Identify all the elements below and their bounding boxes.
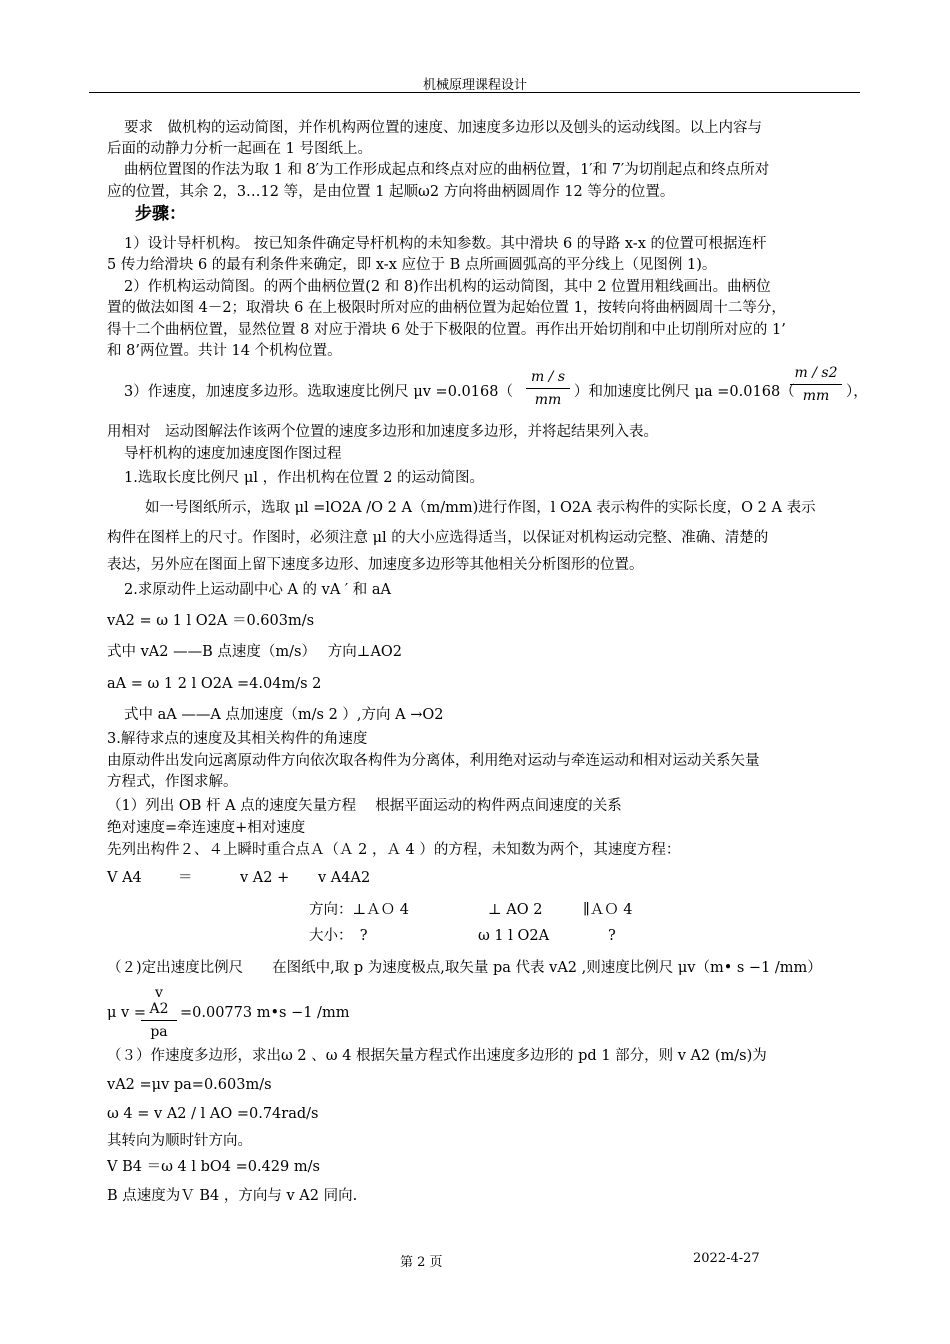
velocity-scale-heading: （２)定出速度比例尺 在图纸中,取 p 为速度极点,取矢量 pa 代表 vA2 ,则速度比例尺 μv（m• s −1 /mm） — [107, 960, 822, 976]
velocity-scale-numerator: m / s — [526, 369, 570, 389]
procedure-step-1-line-a: 如一号图纸所示，选取 μl =lO2A /O 2 A（m/mm)进行作图，l O2A 表示构件的实际长度，O 2 A 表示 — [145, 500, 816, 516]
procedure-step-1-line-c: 表达，另外应在图面上留下速度多边形、加速度多边形等其他相关分析图形的位置。 — [107, 557, 644, 573]
acceleration-scale-denominator: mm — [802, 388, 830, 404]
vector-lhs: V A4 — [107, 870, 142, 886]
velocity-polygon-heading: （３）作速度多边形，求出ω 2 、ω 4 根据矢量方程式作出速度多边形的 pd 1 部分，则 v A2 (m/s)为 — [107, 1048, 767, 1064]
acceleration-scale-fraction — [790, 365, 842, 404]
step3-line-1b: ）和加速度比例尺 μa =0.0168（ — [574, 384, 795, 400]
mu-equation-rhs: =0.00773 m•s −1 /mm — [180, 1005, 350, 1021]
header-title: 机械原理课程设计 — [422, 78, 527, 93]
step2-line-3: 得十二个曲柄位置，显然位置 8 对应于滑块 6 处于下极限的位置。再作出开始切削和中止切削所对应的 1’ — [107, 322, 786, 338]
procedure-step-1: 1.选取长度比例尺 μl ，作出机构在位置 2 的运动简图。 — [124, 470, 485, 486]
magnitude-row-label: 大小： ? — [309, 928, 368, 944]
step3-line-1c: ）， — [846, 384, 868, 400]
equation-vA2: vA2 = ω 1 l O2A ＝0.603m/s — [107, 613, 315, 629]
step3-line-2: 用相对 运动图解法作该两个位置的速度多边形和加速度多边形，并将起结果列入表。 — [107, 424, 658, 440]
crank-text-line-2: 应的位置，其余 2，3…12 等，是由位置 1 起顺ω2 方向将曲柄圆周作 12 等分的位置。 — [107, 184, 675, 200]
velocity-scale-fraction — [526, 369, 570, 408]
equation-omega4: ω 4 = v A2 / l AO =0.74rad/s — [107, 1106, 319, 1122]
equation-aA: aA = ω 1 2 l O2A =4.04m/s 2 — [107, 676, 322, 692]
procedure-step-2: 2.求原动件上运动副中心 A 的 vA ′ 和 aA — [124, 582, 392, 598]
vector-term-1: v A2 + — [240, 870, 290, 886]
step2-line-2: 置的做法如图 4－2；取滑块 6 在上极限时所对应的曲柄位置为起始位置 1，按转向将曲柄圆周十二等分， — [107, 300, 786, 316]
step2-line-1: 2）作机构运动简图。的两个曲柄位置(2 和 8)作出机构的运动简图，其中 2 位置用粗线画出。曲柄位 — [124, 279, 771, 295]
procedure-step-3-line-b: 方程式，作图求解。 — [107, 774, 238, 790]
mu-equation-numerator: v A2 — [141, 985, 177, 1021]
step3-line-1a: 3）作速度，加速度多边形。选取速度比例尺 μv =0.0168（ — [124, 384, 513, 400]
vector-term-2: v A4A2 — [318, 870, 371, 886]
magnitude-term-2: ω 1 l O2A — [478, 928, 550, 944]
procedure-step-1-line-b: 构件在图样上的尺寸。作图时，必须注意 μl 的大小应选得适当，以保证对机构运动完整、准确、清楚的 — [107, 530, 769, 546]
requirement-line-2: 后面的动静力分析一起画在 1 号图纸上。 — [107, 141, 372, 157]
step2-line-4: 和 8’两位置。共计 14 个机构位置。 — [107, 343, 342, 359]
absolute-velocity-relation: 绝对速度=牵连速度+相对速度 — [107, 820, 306, 836]
magnitude-term-3: ? — [608, 928, 616, 944]
acceleration-scale-numerator: m / s2 — [790, 365, 842, 385]
equation-aA-note: 式中 aA ——A 点加速度（m/s 2 ）,方向 A →O2 — [124, 707, 444, 723]
velocity-scale-denominator: mm — [534, 392, 562, 408]
step1-line-2: 5 传力给滑块 6 的最有利条件来确定，即 x-x 应位于 B 点所画圆弧高的平分线上（见图例 1)。 — [107, 257, 717, 273]
omega4-direction: 其转向为顺时针方向。 — [107, 1133, 252, 1149]
mu-equation-fraction — [141, 985, 177, 1040]
footer-date: 2022-4-27 — [693, 1251, 760, 1266]
direction-term-3: ∥ＡＯ 4 — [583, 902, 633, 918]
requirement-line-1: 要求 做机构的运动简图，并作机构两位置的速度、加速度多边形以及刨头的运动线图。以上内容与 — [124, 120, 762, 136]
header-rule — [89, 92, 860, 93]
equation-vA2-polygon: vA2 =μv pa=0.603m/s — [107, 1077, 272, 1093]
equation-vA2-note: 式中 vA2 ——B 点速度（m/s） 方向⊥AO2 — [107, 644, 403, 660]
VB4-note: B 点速度为Ｖ B4 ，方向与 v A2 同向. — [107, 1188, 358, 1204]
procedure-step-3-line-a: 由原动件出发向远离原动件方向依次取各构件为分离体，利用绝对运动与牵连运动和相对运动关系矢量 — [107, 753, 760, 769]
step1-line-1: 1）设计导杆机构。 按已知条件确定导杆机构的未知参数。其中滑块 6 的导路 x-x 的位置可根据连杆 — [124, 236, 767, 252]
mu-equation-denominator: pa — [150, 1024, 168, 1040]
direction-row-label: 方向：⊥ＡＯ 4 — [309, 902, 409, 918]
mu-equation-lhs: μ v = — [107, 1005, 146, 1021]
vector-equals: ＝ — [178, 870, 193, 886]
velocity-equation-heading: （1）列出 OB 杆 A 点的速度矢量方程 根据平面运动的构件两点间速度的关系 — [107, 798, 622, 814]
steps-heading: 步骤： — [135, 204, 186, 224]
procedure-step-3: 3.解待求点的速度及其相关构件的角速度 — [107, 731, 368, 747]
equation-VB4: V B4 ＝ω 4 l bO4 =0.429 m/s — [107, 1159, 320, 1175]
footer-page-number: 第 2 页 — [400, 1255, 443, 1270]
crank-text-line-1: 曲柄位置图的作法为取 1 和 8′为工作形成起点和终点对应的曲柄位置，1′和 7′为切削起点和终点所对 — [124, 162, 770, 178]
procedure-title: 导杆机构的速度加速度图作图过程 — [124, 446, 342, 462]
coincident-point-intro: 先列出构件２、４上瞬时重合点Ａ（Ａ 2 ，Ａ 4 ）的方程，未知数为两个，其速度方程： — [107, 842, 681, 858]
direction-term-2: ⊥ AO 2 — [488, 902, 543, 918]
